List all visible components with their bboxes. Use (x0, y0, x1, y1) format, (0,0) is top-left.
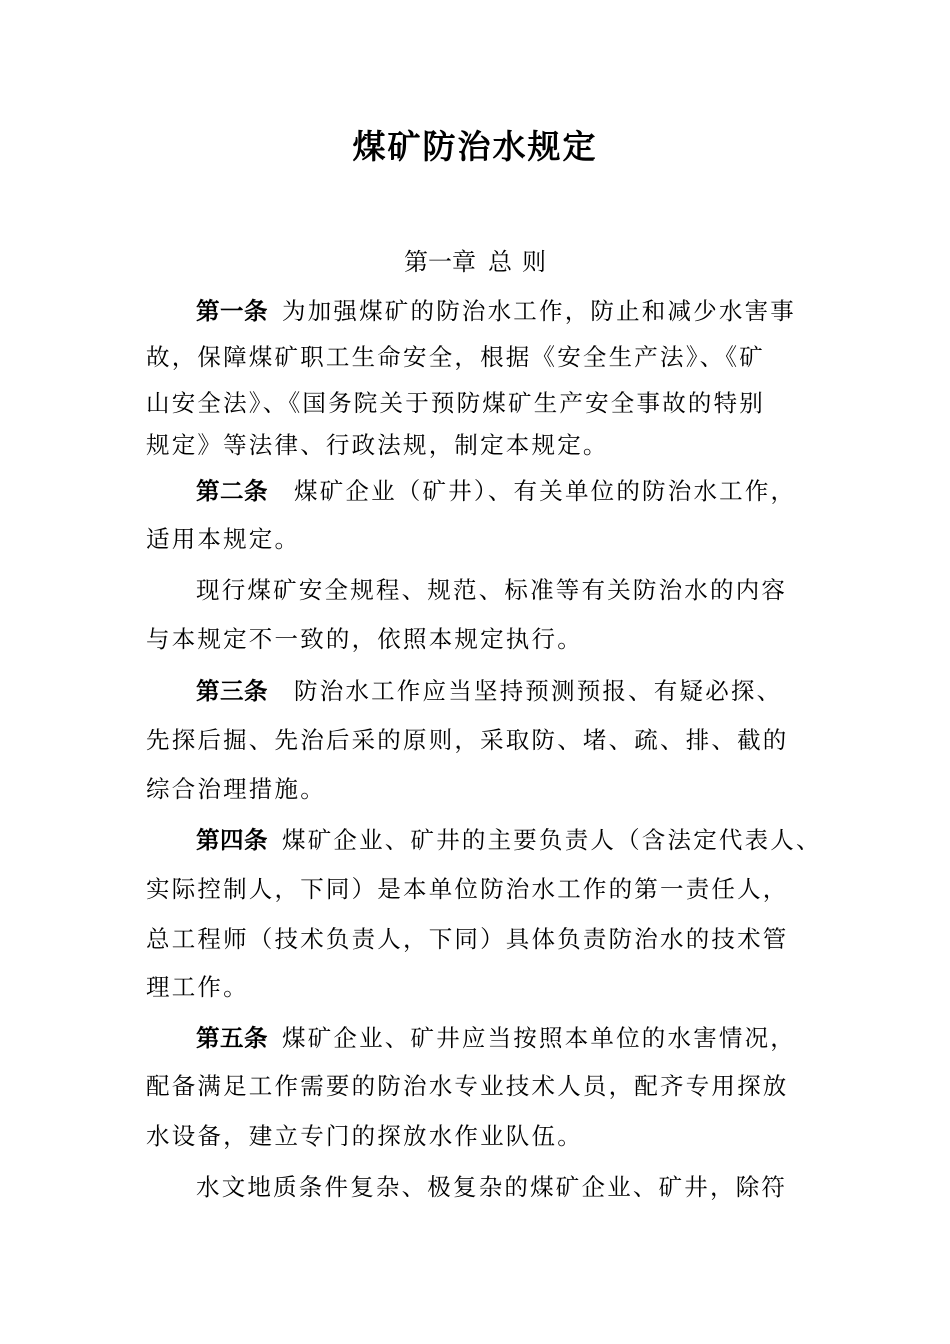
article-label: 第五条 (196, 1024, 268, 1052)
chapter-number: 第一章 (404, 248, 476, 276)
paragraph-line: 规定》等法律、行政法规，制定本规定。 (146, 431, 609, 459)
paragraph-line: 先探后掘、先治后采的原则，采取防、堵、疏、排、截的 (146, 726, 789, 754)
paragraph-line (196, 471, 836, 511)
article-label: 第四条 (196, 826, 268, 854)
paragraph-line: 水文地质条件复杂、极复杂的煤矿企业、矿井，除符 (196, 1173, 788, 1201)
article-label: 第三条 (196, 677, 268, 705)
article-label: 第一条 (196, 297, 268, 325)
paragraph-line (196, 1018, 836, 1058)
paragraph-line: 综合治理措施。 (146, 775, 326, 803)
article-text: 防治水工作应当坚持预测预报、有疑必探、 (294, 677, 783, 705)
article-text: 为加强煤矿的防治水工作，防止和减少水害事 (282, 297, 796, 325)
paragraph-line (196, 671, 836, 711)
paragraph-line: 理工作。 (146, 973, 249, 1001)
paragraph-line: 现行煤矿安全规程、规范、标准等有关防治水的内容 (196, 576, 788, 604)
chapter-heading (0, 242, 950, 282)
article-text: 煤矿企业（矿井）、有关单位的防治水工作， (294, 477, 797, 505)
paragraph-line: 适用本规定。 (146, 525, 301, 553)
article-text: 煤矿企业、矿井应当按照本单位的水害情况， (282, 1024, 796, 1052)
paragraph-line (196, 820, 836, 860)
chapter-name-part2: 则 (522, 248, 546, 276)
paragraph-line: 配备满足工作需要的防治水专业技术人员，配齐专用探放 (146, 1072, 789, 1100)
document-title: 煤矿防治水规定 (352, 127, 598, 166)
paragraph-line: 与本规定不一致的，依照本规定执行。 (146, 625, 583, 653)
paragraph-line: 实际控制人，下同）是本单位防治水工作的第一责任人， (146, 875, 789, 903)
article-text: 煤矿企业、矿井的主要负责人（含法定代表人、 (282, 826, 822, 854)
paragraph-line: 山安全法》、《国务院关于预防煤矿生产安全事故的特别 (146, 389, 765, 417)
paragraph-line: 总工程师（技术负责人，下同）具体负责防治水的技术管 (146, 925, 789, 953)
paragraph-line: 故，保障煤矿职工生命安全，根据《安全生产法》、《矿 (146, 343, 765, 371)
paragraph-line (196, 291, 836, 331)
chapter-name-part1: 总 (488, 248, 512, 276)
article-label: 第二条 (196, 477, 268, 505)
paragraph-line: 水设备，建立专门的探放水作业队伍。 (146, 1122, 583, 1150)
